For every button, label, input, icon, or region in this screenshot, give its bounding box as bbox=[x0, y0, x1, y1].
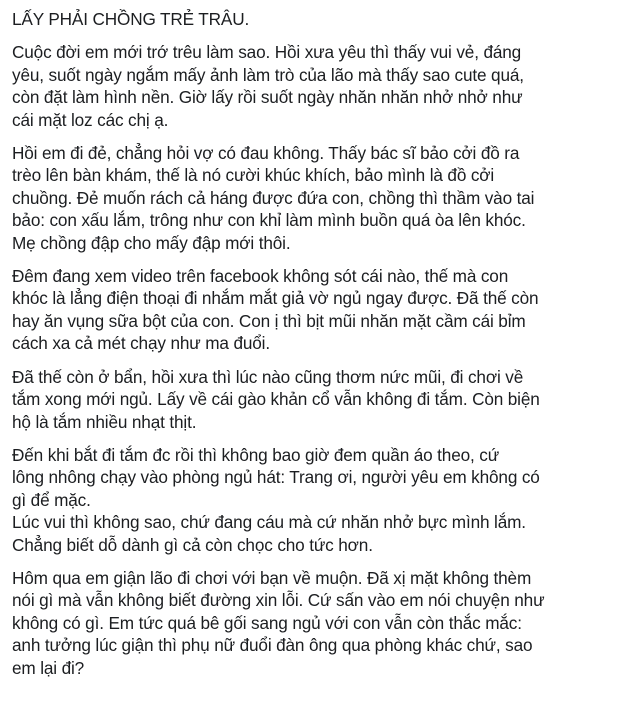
paragraph-line: hay ăn vụng sữa bột của con. Con ị thì bịt mũi nhăn mặt cầm cái bỉm bbox=[12, 310, 526, 331]
post-paragraph bbox=[12, 567, 613, 679]
paragraph-line: Đã thế còn ở bẩn, hồi xưa thì lúc nào cũng thơm nức mũi, đi chơi về bbox=[12, 366, 524, 387]
paragraph-line: trèo lên bàn khám, thế là nó cười khúc khích, bảo mình là đồ cởi bbox=[12, 165, 495, 186]
post-body bbox=[12, 41, 613, 679]
paragraph-line: hộ là tắm nhiều nhạt thịt. bbox=[12, 411, 197, 432]
paragraph-line: Hôm qua em giận lão đi chơi với bạn về muộn. Đã xị mặt không thèm bbox=[12, 567, 532, 588]
paragraph-line: Lúc vui thì không sao, chứ đang cáu mà cứ nhăn nhở bực mình lắm. bbox=[12, 512, 526, 533]
paragraph-line: Hồi em đi đẻ, chẳng hỏi vợ có đau không. Thấy bác sĩ bảo cởi đồ ra bbox=[12, 143, 520, 164]
paragraph-line: nói gì mà vẫn không biết đường xin lỗi. Cứ sấn vào em nói chuyện như bbox=[12, 590, 545, 611]
paragraph-line: Mẹ chồng đập cho mấy đập mới thôi. bbox=[12, 232, 291, 253]
paragraph-line: chuồng. Đẻ muốn rách cả háng được đứa con, chồng thì thầm vào tai bbox=[12, 187, 535, 208]
paragraph-line: Chẳng biết dỗ dành gì cả còn chọc cho tức hơn. bbox=[12, 534, 373, 555]
paragraph-line: khóc là lẳng điện thoại đi nhắm mắt giả vờ ngủ ngay được. Đã thế còn bbox=[12, 288, 539, 309]
paragraph-line: em lại đi? bbox=[12, 657, 85, 678]
paragraph-line: lông nhông chạy vào phòng ngủ hát: Trang ơi, người yêu em không có bbox=[12, 467, 540, 488]
paragraph-line: cách xa cả mét chạy như ma đuổi. bbox=[12, 333, 270, 354]
paragraph-line: tắm xong mới ngủ. Lấy về cái gào khản cổ vẫn không đi tắm. Còn biện bbox=[12, 389, 540, 410]
paragraph-line: cái mặt loz các chị ạ. bbox=[12, 109, 169, 130]
paragraph-line: không có gì. Em tức quá bê gối sang ngủ với con vẫn còn thắc mắc: bbox=[12, 612, 522, 633]
post-paragraph bbox=[12, 366, 613, 433]
paragraph-line: gì để mặc. bbox=[12, 489, 91, 510]
paragraph-line: Đêm đang xem video trên facebook không sót cái nào, thế mà con bbox=[12, 266, 509, 287]
paragraph-line: Đến khi bắt đi tắm đc rồi thì không bao giờ đem quần áo theo, cứ bbox=[12, 444, 500, 465]
paragraph-line: Cuộc đời em mới trớ trêu làm sao. Hồi xưa yêu thì thấy vui vẻ, đáng bbox=[12, 42, 522, 63]
paragraph-line: bảo: con xấu lắm, trông như con khỉ làm mình buồn quá òa lên khóc. bbox=[12, 210, 526, 231]
post-title: LẤY PHẢI CHỒNG TRẺ TRÂU. bbox=[12, 9, 250, 29]
post-paragraph bbox=[12, 142, 613, 254]
post-paragraph bbox=[12, 444, 613, 556]
post-paragraph bbox=[12, 265, 613, 355]
paragraph-line: anh tưởng lúc giận thì phụ nữ đuổi đàn ông qua phòng khác chứ, sao bbox=[12, 635, 533, 656]
post-paragraph bbox=[12, 41, 613, 131]
paragraph-line: yêu, suốt ngày ngắm mấy ảnh làm trò của lão mà thấy sao cute quá, bbox=[12, 64, 524, 85]
paragraph-line: còn đặt làm hình nền. Giờ lấy rồi suốt ngày nhăn nhăn nhở nhở như bbox=[12, 87, 523, 108]
